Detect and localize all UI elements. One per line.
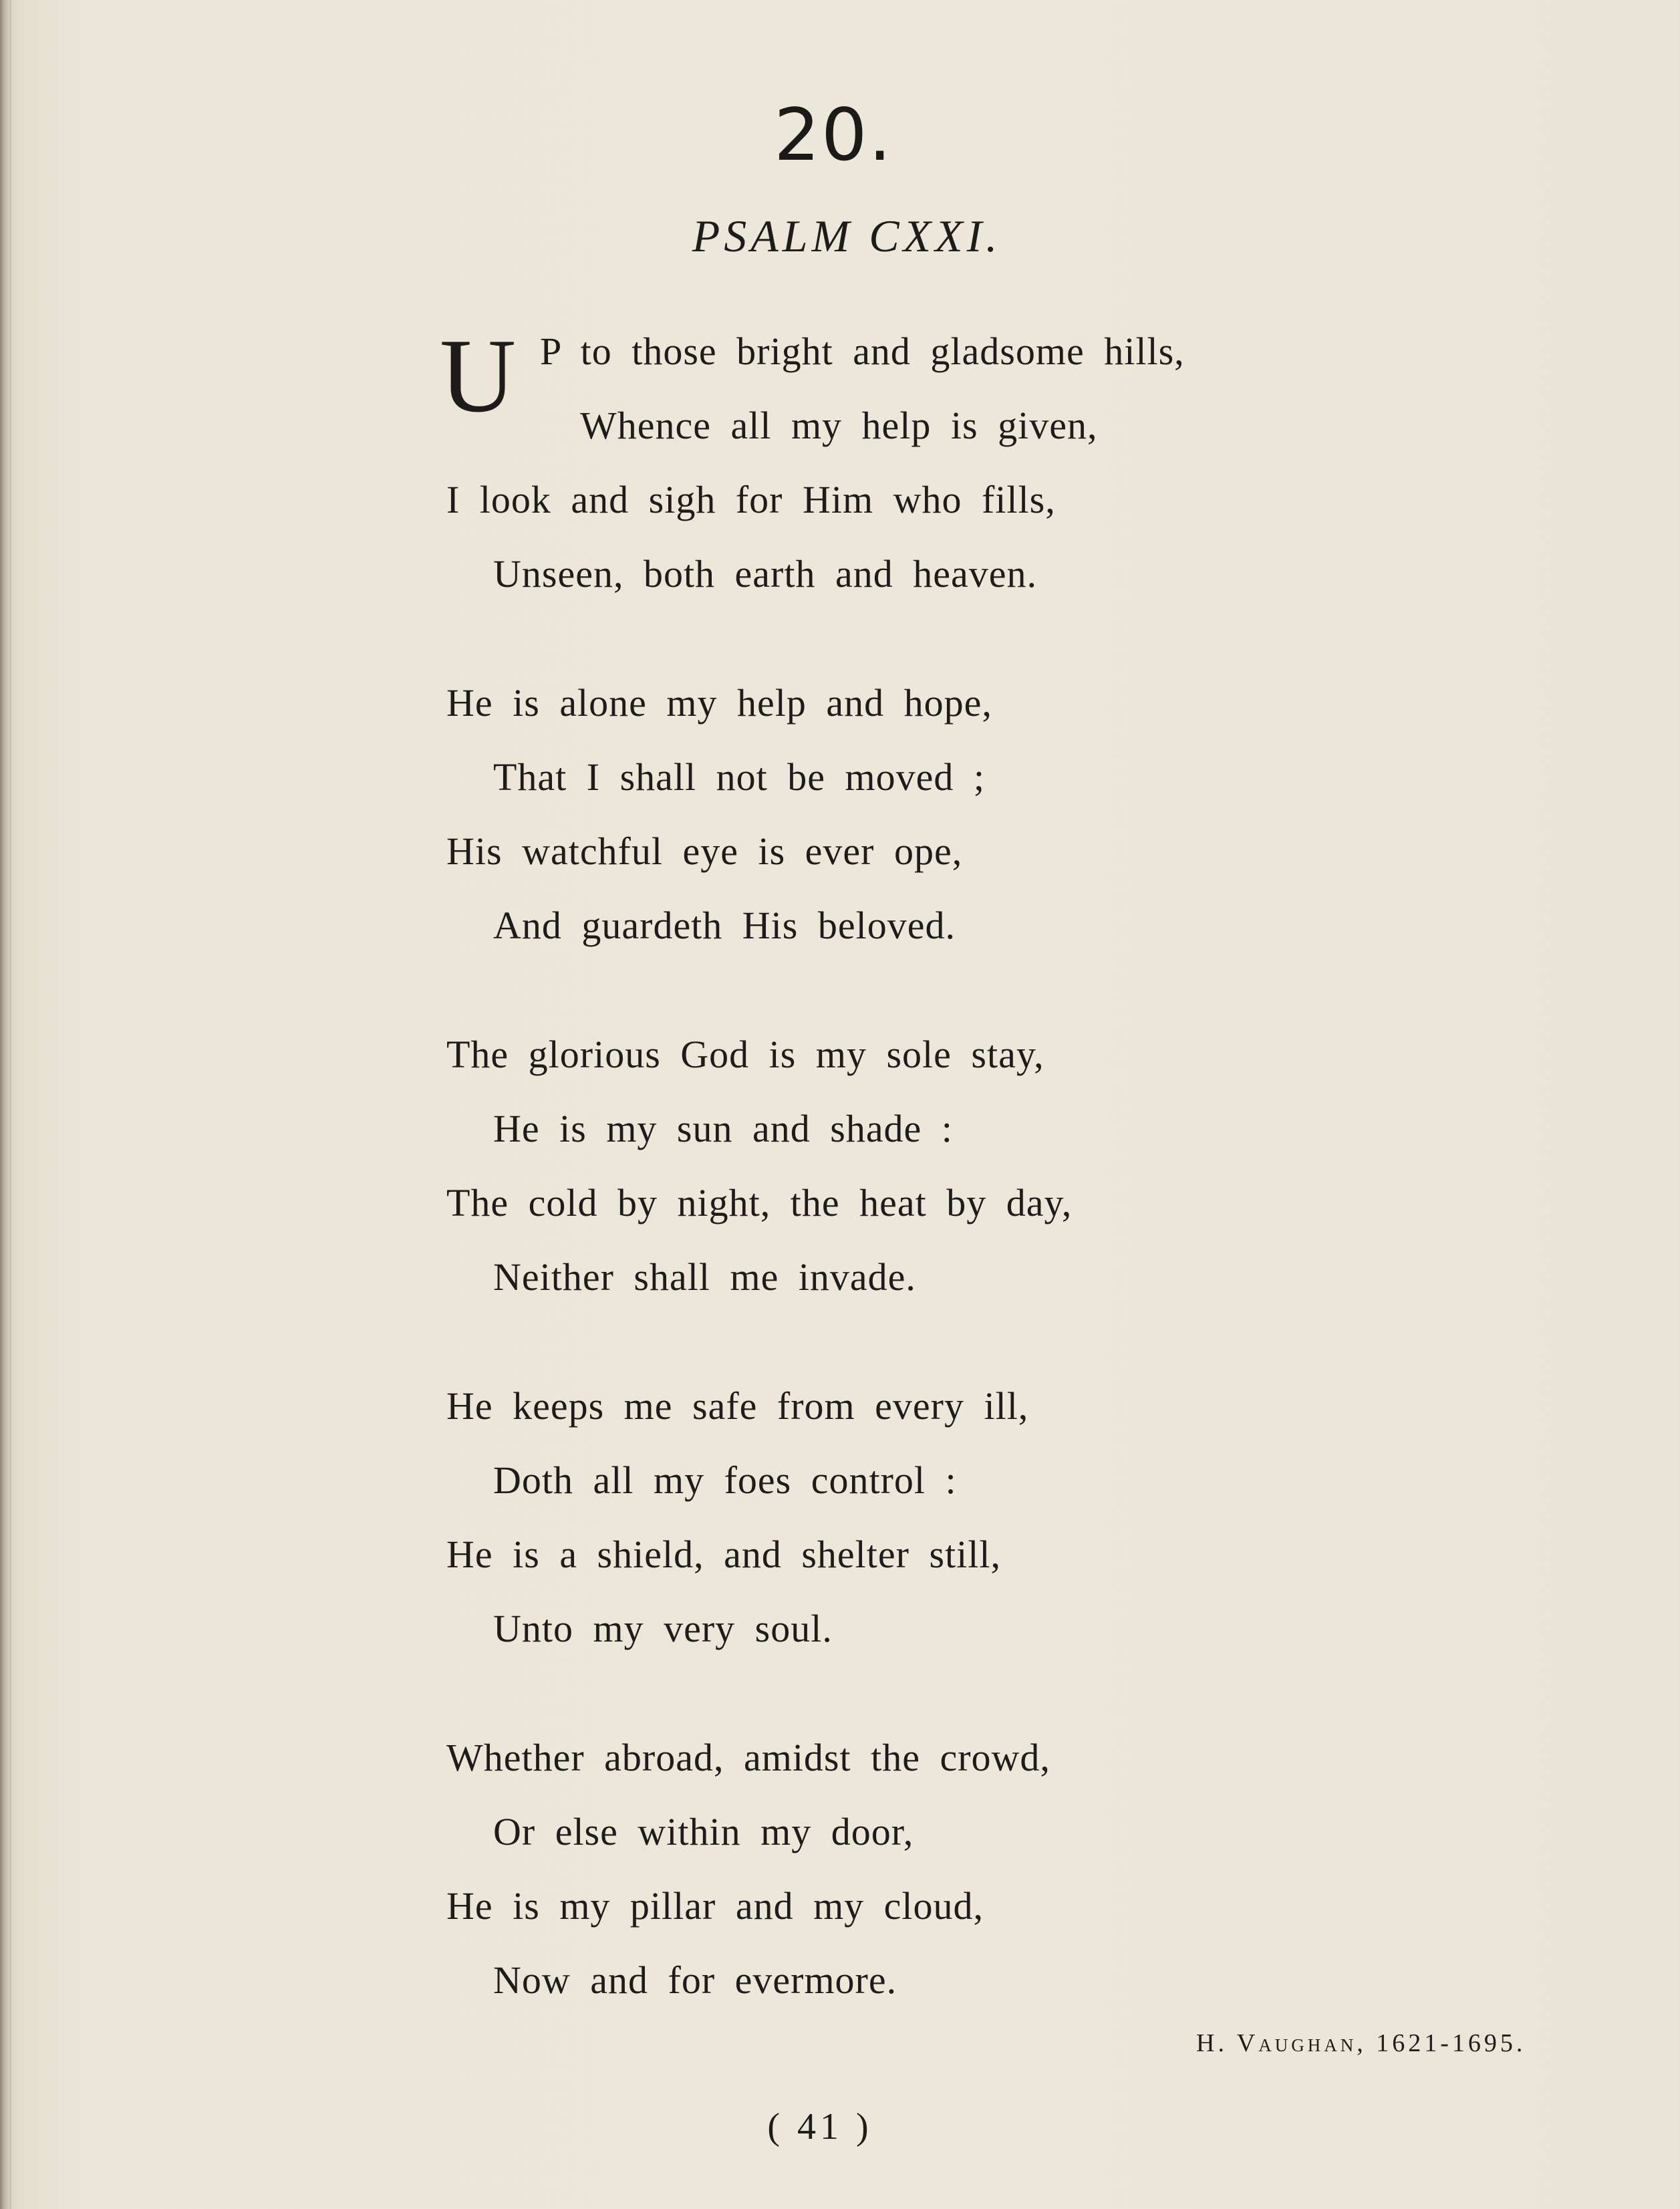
stanza-5 bbox=[446, 1720, 1529, 2017]
poem-line: Unseen, both earth and heaven. bbox=[493, 552, 1037, 596]
stanza-3 bbox=[446, 1017, 1529, 1314]
page-number: ( 41 ) bbox=[767, 2106, 873, 2148]
poem-body bbox=[440, 314, 1529, 2072]
poem-line: The cold by night, the heat by day, bbox=[446, 1181, 1073, 1224]
poem-line: Or else within my door, bbox=[493, 1810, 914, 1853]
stanza-2 bbox=[446, 666, 1529, 962]
poem-line: He is my pillar and my cloud, bbox=[446, 1884, 984, 1928]
author-attribution: H. Vaughan, 1621-1695. bbox=[1196, 2029, 1526, 2057]
poem-line: Whence all my help is given, bbox=[580, 404, 1098, 447]
drop-cap-letter: U bbox=[440, 317, 517, 434]
poem-line: His watchful eye is ever ope, bbox=[446, 829, 963, 873]
stanza-1 bbox=[440, 314, 1529, 611]
psalm-title: PSALM CXXI. bbox=[692, 211, 1002, 261]
hymn-number: 20. bbox=[774, 94, 893, 177]
poem-line: Doth all my foes control : bbox=[493, 1458, 957, 1502]
first-line-text: P to those bright and gladsome hills, bbox=[540, 330, 1185, 373]
poem-line: He keeps me safe from every ill, bbox=[446, 1384, 1029, 1428]
poem-line: That I shall not be moved ; bbox=[493, 755, 985, 799]
stanza-4 bbox=[446, 1369, 1529, 1666]
poem-line: Now and for evermore. bbox=[493, 1958, 897, 2002]
poem-line: He is my sun and shade : bbox=[493, 1107, 953, 1150]
poem-line: Whether abroad, amidst the crowd, bbox=[446, 1736, 1051, 1779]
poem-line: Unto my very soul. bbox=[493, 1607, 833, 1650]
poem-line: Neither shall me invade. bbox=[493, 1255, 916, 1299]
poem-line: I look and sigh for Him who fills, bbox=[446, 478, 1056, 521]
poem-line: And guardeth His beloved. bbox=[493, 904, 956, 947]
poem-line: The glorious God is my sole stay, bbox=[446, 1033, 1044, 1076]
poem-line: He is alone my help and hope, bbox=[446, 681, 992, 725]
poem-line: He is a shield, and shelter still, bbox=[446, 1533, 1001, 1576]
